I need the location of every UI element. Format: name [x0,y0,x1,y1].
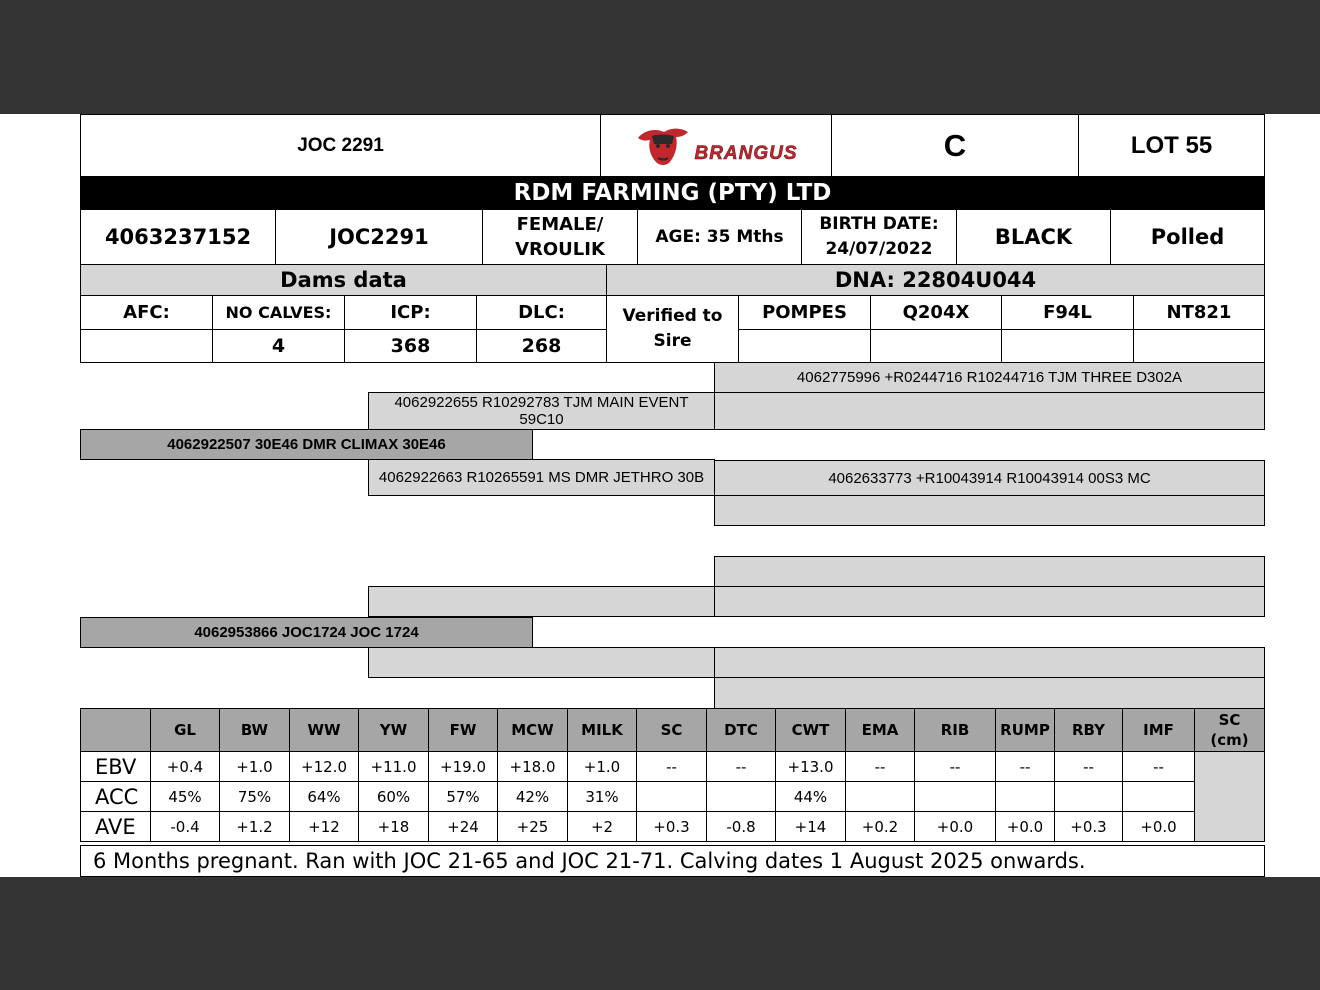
ebv-column-header: CWT [776,709,846,752]
ebv-cell: 42% [498,782,568,812]
ebv-column-header: MCW [498,709,568,752]
dna-marker-value-cell [1133,329,1265,363]
afc-value-cell [80,329,213,363]
ebv-cell: -- [996,752,1055,782]
ebv-cell [1123,782,1195,812]
dna-marker-cell [1001,295,1134,330]
verified-to-sire: Verified to Sire [622,306,723,351]
ebv-column-header: YW [359,709,429,752]
ebv-column-header: RUMP [996,709,1055,752]
ebv-cell: +0.0 [915,812,996,842]
lot-number [1078,114,1265,177]
dna-marker-cell [1133,295,1265,330]
ebv-cell: -0.4 [151,812,220,842]
animal-colour: BLACK [994,225,1073,249]
ebv-cell: +2 [568,812,637,842]
ebv-cell: +25 [498,812,568,842]
ebv-cell [637,782,707,812]
pedigree-sire-dam-sire [714,460,1265,496]
ebv-cell: +11.0 [359,752,429,782]
ebv-cell: +0.2 [846,812,915,842]
pedigree-dam-sire [368,586,715,617]
ebv-cell: 45% [151,782,220,812]
ebv-cell [707,782,776,812]
birth-date-value: 24/07/2022 [825,239,933,259]
pedigree-sire-sire-sire [714,362,1265,393]
ebv-column-header: FW [429,709,498,752]
ebv-cell: +0.3 [1055,812,1123,842]
ebv-cell: -0.8 [707,812,776,842]
icp-label: ICP: [390,302,431,323]
remarks-text: 6 Months pregnant. Ran with JOC 21-65 and JOC 21-71. Calving dates 1 August 2025 onwards. [93,849,1086,873]
ebv-row [81,812,1265,842]
animal-age-cell [637,209,802,265]
ebv-column-header: IMF [1123,709,1195,752]
icp-value-cell [344,329,477,363]
ebv-row [81,752,1265,782]
ebv-column-header: GL [151,709,220,752]
dna-marker-value-cell [1001,329,1134,363]
dna-marker-cell [738,295,871,330]
dlc-label-cell [476,295,607,330]
ebv-cell [996,782,1055,812]
pedigree-sire [80,429,533,460]
dams-data-heading [80,264,607,296]
sc-cm-blank [1195,752,1265,842]
ebv-cell: +19.0 [429,752,498,782]
grade-text: C [943,127,967,163]
pedigree-text: 4062775996 +R0244716 R10244716 TJM THREE D302A [796,369,1183,386]
ebv-cell: +0.3 [637,812,707,842]
dna-heading [606,264,1265,296]
ebv-column-header: MILK [568,709,637,752]
calves-value-cell [212,329,345,363]
ebv-cell: -- [915,752,996,782]
pedigree-sire-dam [368,459,715,496]
animal-sex-cell [482,209,638,265]
ebv-row-label: AVE [81,812,151,842]
verified-to-sire-cell [606,295,739,363]
pedigree-sire-dam-dam [714,495,1265,526]
horn-status-cell [1110,209,1265,265]
ebv-header-row [81,709,1265,752]
logo-wordmark: BRANGUS [694,142,798,164]
pedigree-dam [80,617,533,648]
ebv-cell: 64% [290,782,359,812]
horn-status: Polled [1150,225,1225,249]
grade-badge [831,114,1079,177]
remarks-note [80,845,1265,877]
ebv-table [80,708,1265,842]
ebv-cell: +0.4 [151,752,220,782]
ebv-cell [846,782,915,812]
pedigree-text: 4062953866 JOC1724 JOC 1724 [194,624,419,641]
ebv-cell: +12 [290,812,359,842]
dna-marker-label: F94L [1043,302,1092,323]
pedigree-text: 4062922507 30E46 DMR CLIMAX 30E46 [167,436,446,453]
pedigree-text: 4062922655 R10292783 TJM MAIN EVENT 59C10 [394,394,689,428]
ebv-row [81,782,1265,812]
ebv-cell: +18 [359,812,429,842]
ebv-cell: +1.0 [568,752,637,782]
ebv-column-header: WW [290,709,359,752]
brangus-logo [600,114,832,177]
ebv-column-header: SC [637,709,707,752]
ebv-cell: -- [1123,752,1195,782]
calves-label-cell [212,295,345,330]
ebv-row-label: EBV [81,752,151,782]
pedigree-sire-sire-dam [714,392,1265,430]
ebv-corner-cell [81,709,151,752]
dna-marker-label: NT821 [1166,302,1232,323]
ebv-cell: +12.0 [290,752,359,782]
dna-marker-label: Q204X [902,302,970,323]
ebv-cell: +13.0 [776,752,846,782]
calves-value: 4 [271,335,286,357]
ebv-cell: +18.0 [498,752,568,782]
dlc-value-cell [476,329,607,363]
animal-age: AGE: 35 Mths [655,227,784,247]
breeder-banner [80,176,1265,210]
lot-text: LOT 55 [1130,131,1213,159]
birth-date-label: BIRTH DATE: [819,214,939,234]
animal-id: 4063237152 [104,225,252,249]
animal-sex: FEMALE/ VROULIK [515,214,605,260]
afc-label-cell [80,295,213,330]
dna-title: DNA: 22804U044 [834,268,1037,292]
icp-label-cell [344,295,477,330]
ebv-cell: 75% [220,782,290,812]
ebv-cell: +0.0 [996,812,1055,842]
ebv-cell: -- [637,752,707,782]
ebv-cell: +0.0 [1123,812,1195,842]
pedigree-dam-dam-dam [714,677,1265,709]
animal-name-cell [275,209,483,265]
pedigree-dam-sire-dam [714,586,1265,617]
pedigree-text: 4062633773 +R10043914 R10043914 00S3 MC [828,469,1151,487]
ebv-cell: 44% [776,782,846,812]
icp-value: 368 [390,335,431,357]
pedigree-dam-dam-sire [714,647,1265,678]
pedigree-dam-dam [368,647,715,678]
dna-marker-value-cell [870,329,1002,363]
ebv-column-header: DTC [707,709,776,752]
breeder-name: RDM FARMING (PTY) LTD [513,180,832,206]
pedigree-sire-sire [368,392,715,430]
bull-head-icon [634,124,692,168]
dna-marker-cell [870,295,1002,330]
pedigree-dam-sire-sire [714,556,1265,587]
ebv-column-header: EMA [846,709,915,752]
ebv-cell [915,782,996,812]
calves-label: NO CALVES: [225,303,332,322]
ebv-cell: +24 [429,812,498,842]
ebv-cell: +1.0 [220,752,290,782]
ebv-cell: 57% [429,782,498,812]
ebv-column-header: SC (cm) [1195,709,1265,752]
ebv-column-header: BW [220,709,290,752]
animal-name: JOC2291 [329,225,429,249]
ebv-cell: +1.2 [220,812,290,842]
ebv-cell: -- [846,752,915,782]
colour-cell [956,209,1111,265]
ebv-cell: -- [1055,752,1123,782]
dna-marker-label: POMPES [762,302,847,323]
ebv-cell [1055,782,1123,812]
ebv-cell: -- [707,752,776,782]
afc-label: AFC: [123,302,170,323]
dlc-label: DLC: [518,302,565,323]
animal-code [80,114,601,177]
dams-data-title: Dams data [280,268,407,292]
ebv-column-header: RIB [915,709,996,752]
animal-id-cell [80,209,276,265]
ebv-cell: +14 [776,812,846,842]
ebv-column-header: RBY [1055,709,1123,752]
dlc-value: 268 [521,335,562,357]
pedigree-text: 4062922663 R10265591 MS DMR JETHRO 30B [378,469,705,486]
birth-date-cell [801,209,957,265]
ebv-row-label: ACC [81,782,151,812]
dna-marker-value-cell [738,329,871,363]
ebv-cell: 60% [359,782,429,812]
ebv-cell: 31% [568,782,637,812]
animal-code-text: JOC 2291 [297,134,384,156]
